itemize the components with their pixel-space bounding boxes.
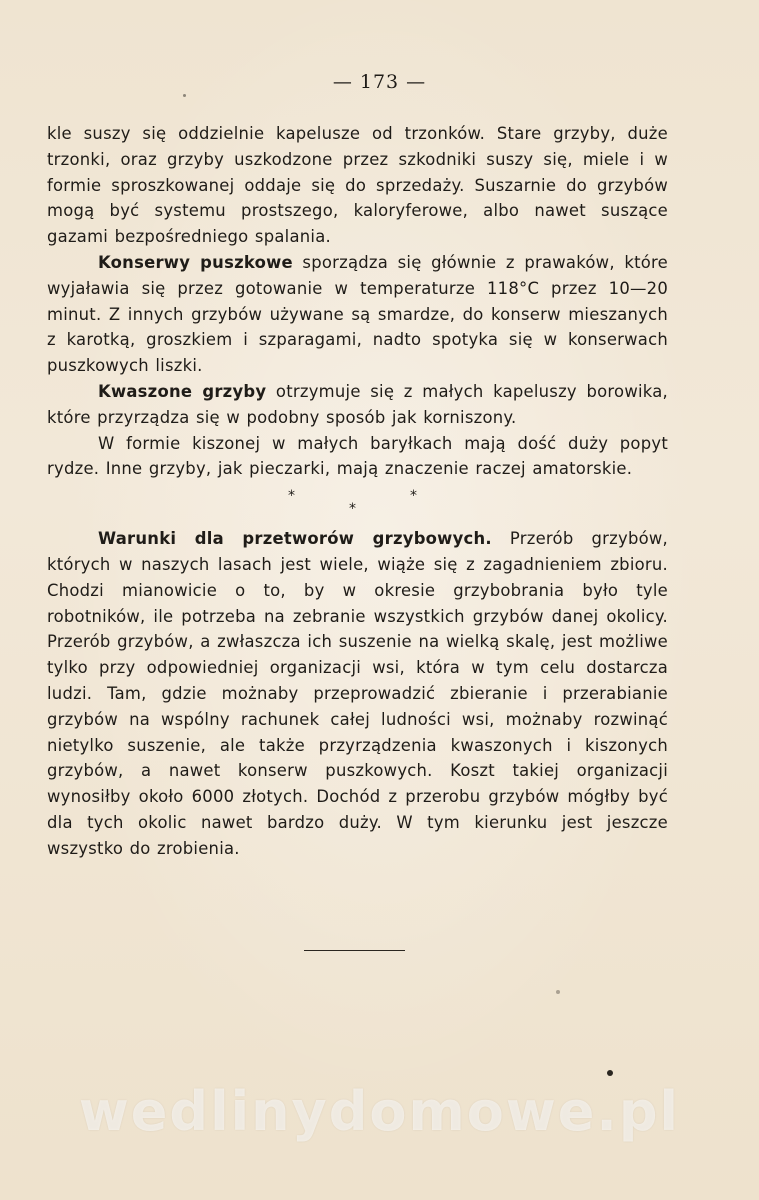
paragraph-2-text: sporządza się głównie z prawaków, które wyjaławia się przez gotowanie w temperaturze 118°C przez 10—20 minut. Z innych grzybów używane są smardze, do konserw mieszanych z karotką, groszkiem i szparagami, nadto spotyka się w konserwach puszkowych liszki.: [47, 252, 668, 376]
print-speck: [556, 990, 560, 994]
paragraph-3: [47, 379, 668, 431]
print-speck: [183, 94, 186, 97]
separator-star-1: *: [288, 488, 296, 505]
paragraph-3-text: otrzymuje się z małych kapeluszy borowika, które przyrządza się w podobny sposób jak korniszony.: [47, 381, 668, 427]
paragraph-2: [47, 250, 668, 379]
paragraph-4: [47, 431, 668, 483]
paragraph-5: [47, 526, 668, 861]
paragraph-2-lead: Konserwy puszkowe: [98, 252, 293, 272]
print-speck: [607, 1070, 613, 1076]
paragraph-1-text: kle suszy się oddzielnie kapelusze od trzonków. Stare grzyby, duże trzonki, oraz grzyby uszkodzone przez szkodniki suszy się, miele i w formie sproszkowanej oddaje się do sprzedaży. Suszarnie do grzybów mogą być systemu prostszego, kaloryferowe, albo nawet suszące gazami bezpośredniego spalania.: [47, 124, 668, 247]
body-text: [47, 121, 668, 862]
paragraph-4-text: W formie kiszonej w małych baryłkach mają dość duży popyt rydze. Inne grzyby, jak pieczarki, mają znaczenie raczej amatorskie.: [47, 433, 668, 479]
paragraph-5-lead: Warunki dla przetworów grzybowych.: [98, 529, 492, 549]
section-separator: [47, 482, 668, 526]
closing-rule: [304, 950, 405, 951]
separator-star-2: *: [349, 501, 357, 518]
paragraph-1: [47, 121, 668, 250]
page-number: — 173 —: [332, 71, 427, 93]
separator-star-3: *: [410, 488, 418, 505]
watermark: wedlinydomowe.pl: [78, 1080, 681, 1143]
paragraph-5-text: Przerób grzybów, których w naszych lasach jest wiele, wiąże się z zagadnieniem zbioru. Chodzi mianowicie o to, by w okresie grzybobrania było tyle robotników, ile potrzeba na zebranie wszystkich grzybów danej okolicy. Przerób grzybów, a zwłaszcza ich suszenie na wielką skalę, jest możliwe tylko przy odpowiedniej organizacji wsi, która w tym celu dostarcza ludzi. Tam, gdzie możnaby przeprowadzić zbieranie i przerabianie grzybów na wspólny rachunek całej ludności wsi, możnaby rozwinąć nietylko suszenie, ale także przyrządzenia kwaszonych i kiszonych grzybów, a nawet konserw puszkowych. Koszt takiej organizacji wynosiłby około 6000 złotych. Dochód z przerobu grzybów mógłby być dla tych okolic nawet bardzo duży. W tym kierunku jest jeszcze wszystko do zrobienia.: [47, 529, 668, 858]
paragraph-3-lead: Kwaszone grzyby: [98, 381, 267, 401]
